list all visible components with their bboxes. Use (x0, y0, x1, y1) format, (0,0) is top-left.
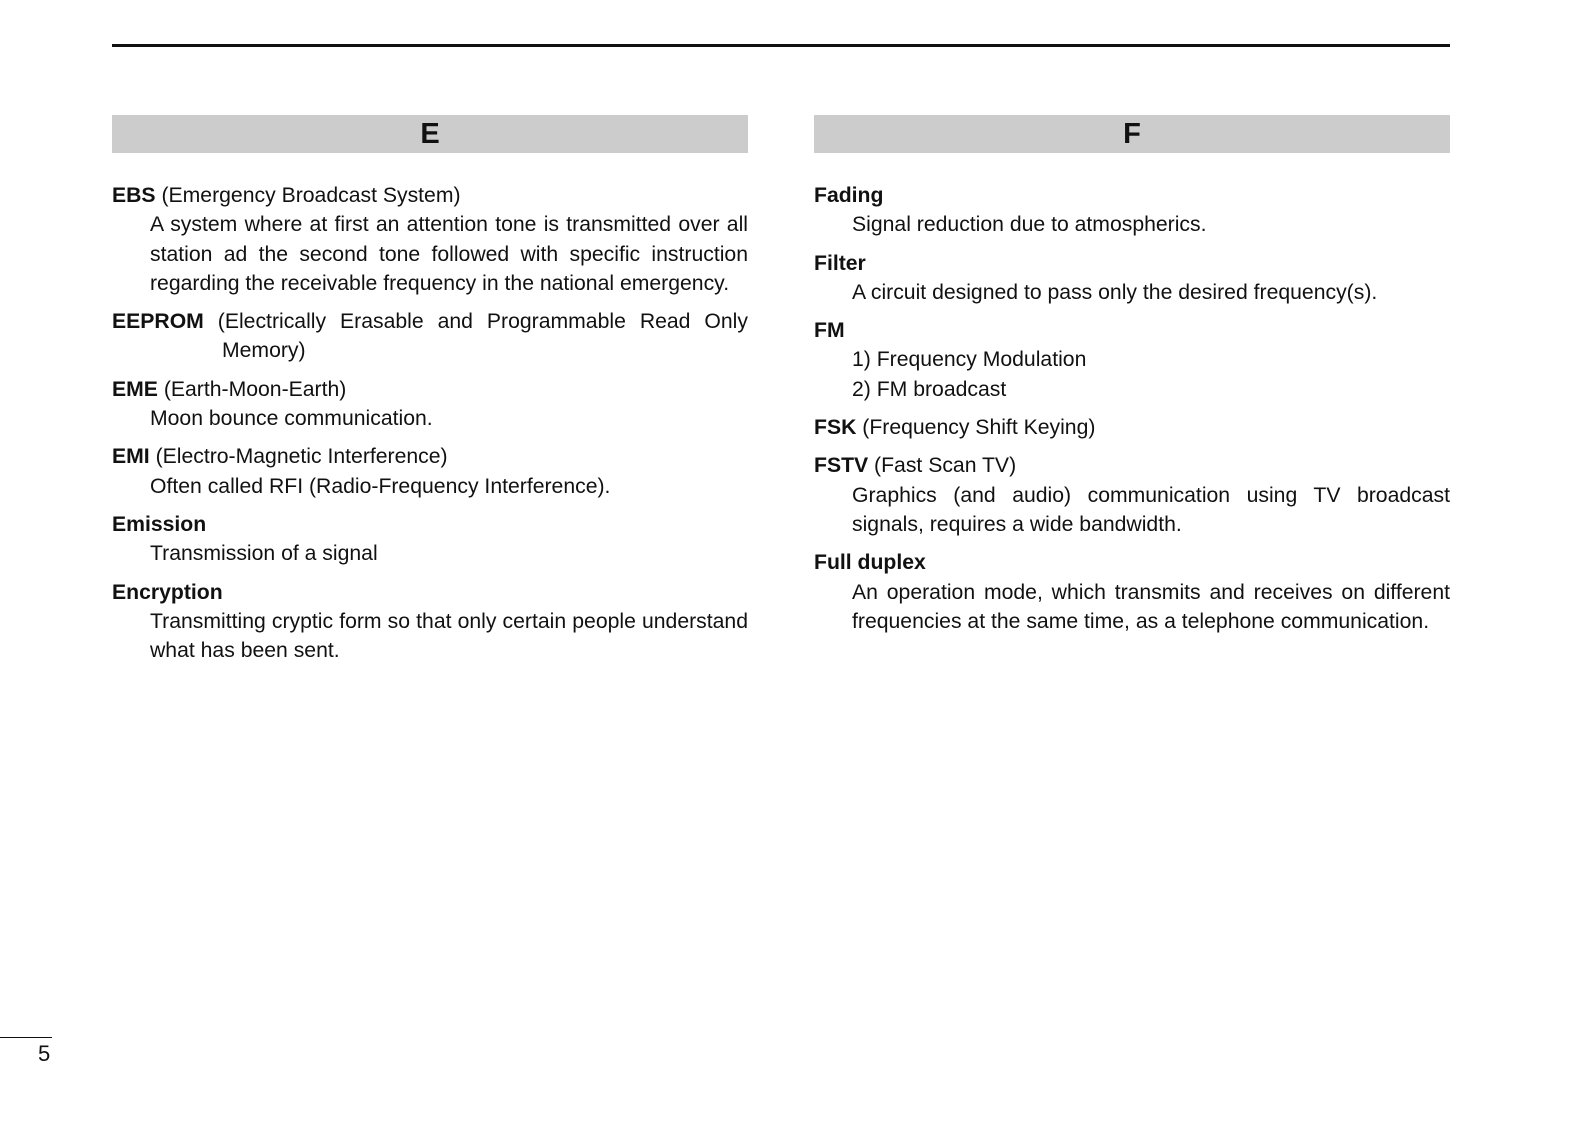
term-expansion: (Emergency Broadcast System) (161, 184, 461, 207)
glossary-entry-eme (112, 375, 748, 434)
definition-item: 2) FM broadcast (852, 377, 1007, 401)
glossary-entry-ebs (112, 181, 748, 298)
term: Emission (112, 512, 207, 536)
definition: A circuit designed to pass only the desired frequency(s). (852, 280, 1378, 304)
term-expansion: (Fast Scan TV) (874, 454, 1017, 478)
term: EEPROM (112, 310, 204, 334)
definition: Transmitting cryptic form so that only certain people understand what has been sent. (150, 609, 748, 663)
definition: Signal reduction due to atmospherics. (852, 213, 1207, 237)
definition-item: 1) Frequency Modulation (852, 348, 1087, 372)
section-f (814, 115, 1450, 645)
definition: Graphics (and audio) communication using TV broadcast signals, requires a wide bandwidth. (852, 483, 1450, 536)
definition: Moon bounce communication. (150, 407, 433, 431)
term: EBS (112, 184, 156, 207)
definition: A system where at first an attention tone is transmitted over all station ad the second tone followed with specific instruction regarding the receivable frequency in the national emergency. (150, 213, 748, 295)
glossary-entry-emi (112, 442, 748, 501)
term: FSTV (814, 454, 869, 478)
glossary-entry-eeprom (112, 307, 748, 366)
definition: Transmission of a signal (150, 542, 378, 566)
term: Encryption (112, 580, 223, 604)
glossary-entry-encryption (112, 578, 748, 666)
glossary-entry-fsk (814, 413, 1450, 442)
definition: Often called RFI (Radio-Frequency Interference). (150, 474, 611, 498)
glossary-entry-fading (814, 181, 1450, 240)
term: Filter (814, 251, 866, 275)
definition: An operation mode, which transmits and receives on different frequencies at the same time, as a telephone communication. (852, 580, 1450, 633)
term-expansion: (Electrically Erasable and Programmable Read Only (217, 310, 748, 334)
term: EMI (112, 445, 150, 469)
term: FM (814, 319, 845, 343)
glossary-entry-filter (814, 249, 1450, 308)
page-number-rule (0, 1037, 52, 1038)
section-letter-e: E (112, 115, 748, 153)
section-letter-f: F (814, 115, 1450, 153)
top-rule (112, 44, 1450, 47)
glossary-entry-emission (112, 510, 748, 569)
term-expansion: (Frequency Shift Keying) (862, 416, 1096, 440)
term: EME (112, 377, 158, 401)
glossary-entry-full-duplex (814, 548, 1450, 636)
glossary-entry-fm (814, 316, 1450, 404)
section-e (112, 115, 748, 674)
term: Fading (814, 184, 884, 207)
page-number: 5 (38, 1041, 51, 1066)
glossary-entry-fstv (814, 451, 1450, 539)
term-expansion-continued: Memory) (222, 339, 306, 363)
term-expansion: (Electro-Magnetic Interference) (155, 445, 448, 469)
term-expansion: (Earth-Moon-Earth) (163, 377, 347, 401)
term: Full duplex (814, 551, 926, 575)
term: FSK (814, 416, 857, 440)
